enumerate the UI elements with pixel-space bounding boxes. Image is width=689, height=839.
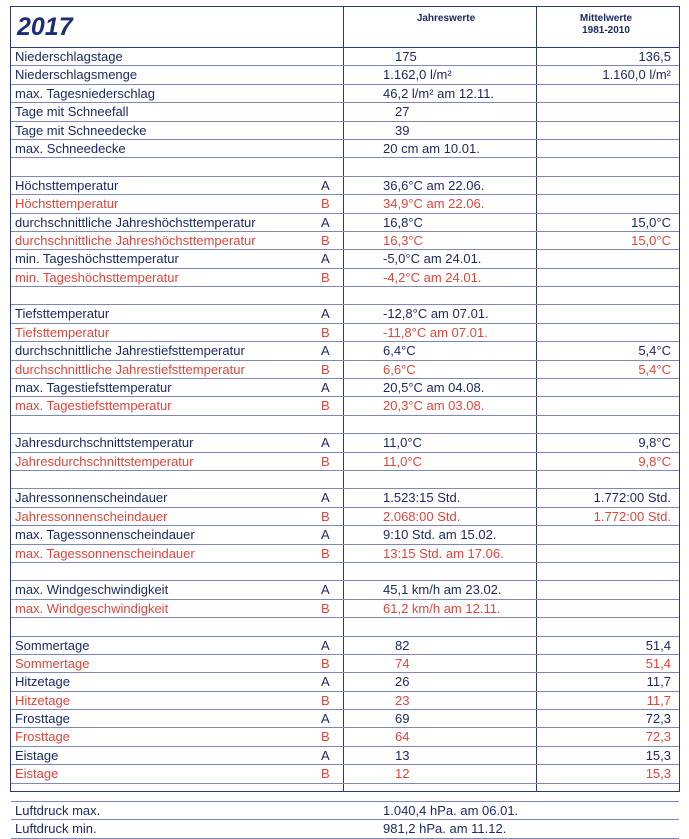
table-row (11, 379, 679, 397)
station-code: B (321, 269, 330, 285)
row-label: Luftdruck min. (15, 821, 97, 837)
yearly-value: 9:10 Std. am 15.02. (383, 527, 497, 543)
station-code: A (321, 380, 330, 396)
table-row-spacer (11, 416, 679, 434)
average-value: 15,3 (645, 766, 671, 782)
average-value: 72,3 (645, 711, 671, 727)
table-row-spacer (11, 784, 679, 802)
header-yearly-values: Jahreswerte (416, 13, 476, 24)
row-label: Höchsttemperatur (15, 177, 119, 193)
header-averages-period: 1981-2010 (582, 25, 630, 36)
row-label: max. Tagestiefsttemperatur (15, 380, 172, 396)
station-code: B (321, 692, 330, 708)
row-label: Hitzetage (15, 674, 70, 690)
row-label: Jahressonnenscheindauer (15, 508, 168, 524)
station-code: A (321, 674, 330, 690)
station-code: A (321, 711, 330, 727)
yearly-value: 20 cm am 10.01. (383, 140, 480, 156)
yearly-value: 45,1 km/h am 23.02. (383, 582, 502, 598)
row-label: max. Tagestiefsttemperatur (15, 398, 172, 414)
station-code: B (321, 545, 330, 561)
average-value: 15,0°C (631, 214, 671, 230)
row-label: Eistage (15, 747, 59, 763)
table-row-spacer (11, 563, 679, 581)
table-row (11, 140, 679, 158)
table-row (11, 692, 679, 710)
table-row (11, 765, 679, 783)
header-averages-title: Mittelwerte (579, 13, 633, 24)
station-code: B (321, 600, 330, 616)
yearly-value: -11,8°C am 07.01. (383, 324, 488, 340)
average-value: 5,4°C (638, 361, 671, 377)
row-label: max. Tagessonnenscheindauer (15, 527, 195, 543)
table-row (11, 103, 679, 121)
row-label: max. Schneedecke (15, 140, 126, 156)
table-row (11, 232, 679, 250)
row-label: max. Tagessonnenscheindauer (15, 545, 195, 561)
table-row (11, 581, 679, 599)
yearly-value: 69 (395, 711, 410, 727)
row-label: Sommertage (15, 637, 90, 653)
year-title: 2017 (17, 13, 73, 41)
table-row (11, 489, 679, 507)
station-code: A (321, 637, 330, 653)
table-row (11, 85, 679, 103)
yearly-value: 20,5°C am 04.08. (383, 380, 485, 396)
row-label: max. Tagesniederschlag (15, 85, 155, 101)
average-value: 1.772:00 Std. (593, 508, 671, 524)
station-code: B (321, 453, 330, 469)
yearly-value: -12,8°C am 07.01. (383, 306, 489, 322)
table-row (11, 747, 679, 765)
climate-table (10, 6, 680, 837)
table-row (11, 673, 679, 691)
table-row (11, 655, 679, 673)
yearly-value: 13 (395, 747, 410, 763)
average-value: 11,7 (646, 674, 671, 690)
row-label: Eistage (15, 766, 59, 782)
row-label: max. Windgeschwindigkeit (15, 582, 169, 598)
station-code: B (321, 655, 330, 671)
table-row (11, 508, 679, 526)
table-row (11, 342, 679, 360)
yearly-value: 16,8°C (383, 214, 423, 230)
table-row (11, 397, 679, 415)
table-row (11, 728, 679, 746)
row-label: Niederschlagstage (15, 49, 123, 64)
table-row (11, 453, 679, 471)
station-code: A (321, 214, 330, 230)
row-label: Jahresdurchschnittstemperatur (15, 453, 194, 469)
row-label: Tiefsttemperatur (15, 324, 110, 340)
yearly-value: 82 (395, 637, 410, 653)
average-value: 9,8°C (638, 435, 671, 451)
table-row (11, 434, 679, 452)
average-value: 72,3 (645, 729, 671, 745)
table-row (11, 545, 679, 563)
table-row (11, 361, 679, 379)
table-row (11, 710, 679, 728)
row-label: durchschnittliche Jahreshöchsttemperatur (15, 232, 256, 248)
table-row (11, 122, 679, 140)
yearly-value: -5,0°C am 24.01. (383, 251, 482, 267)
table-row (11, 305, 679, 323)
average-value: 9,8°C (638, 453, 671, 469)
yearly-value: 11,0°C (383, 453, 422, 469)
average-value: 51,4 (645, 637, 671, 653)
station-code: A (321, 490, 330, 506)
row-label: Jahresdurchschnittstemperatur (15, 435, 194, 451)
yearly-value: 27 (395, 104, 410, 120)
yearly-value: 6,6°C (383, 361, 416, 377)
table-row (11, 250, 679, 268)
row-label: Tage mit Schneefall (15, 104, 129, 120)
table-row (11, 324, 679, 342)
table-row (11, 526, 679, 544)
table-row-spacer (11, 471, 679, 489)
station-code: B (321, 196, 330, 212)
table-row (11, 820, 679, 838)
table-row (11, 195, 679, 213)
row-label: Jahressonnenscheindauer (15, 490, 168, 506)
station-code: A (321, 582, 330, 598)
station-code: A (321, 306, 330, 322)
station-code: A (321, 747, 330, 763)
station-code: B (321, 361, 330, 377)
average-value: 15,3 (645, 747, 671, 763)
yearly-value: 16,3°C (383, 232, 423, 248)
station-code: A (321, 435, 330, 451)
row-label: Sommertage (15, 655, 90, 671)
row-label: Niederschlagsmenge (15, 67, 138, 83)
yearly-value: 26 (395, 674, 410, 690)
yearly-value: 11,0°C (383, 435, 422, 451)
station-code: B (321, 508, 330, 524)
table-row (11, 177, 679, 195)
yearly-value: 46,2 l/m² am 12.11. (383, 85, 495, 101)
yearly-value: 23 (395, 692, 410, 708)
table-row (11, 269, 679, 287)
yearly-value: 61,2 km/h am 12.11. (383, 600, 501, 616)
yearly-value: 2.068:00 Std. (383, 508, 461, 524)
average-value: 5,4°C (638, 343, 671, 359)
row-label: Hitzetage (15, 692, 70, 708)
station-code: B (321, 324, 330, 340)
average-value: 11,7 (646, 692, 671, 708)
station-code: B (321, 729, 330, 745)
station-code: B (321, 766, 330, 782)
row-label: max. Windgeschwindigkeit (15, 600, 169, 616)
table-row (11, 802, 679, 820)
station-code: A (321, 177, 330, 193)
row-label: Frosttage (15, 729, 70, 745)
row-label: durchschnittliche Jahrestiefsttemperatur (15, 343, 245, 359)
yearly-value: 1.523:15 Std. (383, 490, 461, 506)
row-label: Höchsttemperatur (15, 196, 119, 212)
row-label: durchschnittliche Jahrestiefsttemperatur (15, 361, 245, 377)
row-label: min. Tageshöchsttemperatur (15, 269, 179, 285)
average-value: 15,0°C (631, 232, 671, 248)
table-row (11, 600, 679, 618)
header-averages (551, 13, 661, 37)
average-value: 136,5 (638, 49, 671, 64)
yearly-value: 981,2 hPa. am 11.12. (383, 821, 507, 837)
yearly-value: 175 (395, 49, 417, 64)
row-label: Luftdruck max. (15, 803, 101, 819)
yearly-value: 36,6°C am 22.06. (383, 177, 485, 193)
station-code: A (321, 251, 330, 267)
table-row (11, 48, 679, 66)
table-row-spacer (11, 158, 679, 176)
table-row-spacer (11, 618, 679, 636)
table-row-spacer (11, 287, 679, 305)
yearly-value: 1.162,0 l/m² (383, 67, 452, 83)
table-row (11, 66, 679, 84)
row-label: Tage mit Schneedecke (15, 122, 147, 138)
average-value: 1.772:00 Std. (593, 490, 671, 506)
station-code: A (321, 527, 330, 543)
table-row (11, 214, 679, 232)
station-code: B (321, 398, 330, 414)
table-body (11, 48, 679, 839)
yearly-value: 6,4°C (383, 343, 416, 359)
row-label: Frosttage (15, 711, 70, 727)
yearly-value: 74 (395, 655, 410, 671)
yearly-value: 13:15 Std. am 17.06. (383, 545, 504, 561)
average-value: 1.160,0 l/m² (602, 67, 671, 83)
yearly-value: 20,3°C am 03.08. (383, 398, 485, 414)
yearly-value: 34,9°C am 22.06. (383, 196, 485, 212)
yearly-value: -4,2°C am 24.01. (383, 269, 482, 285)
row-label: min. Tageshöchsttemperatur (15, 251, 179, 267)
station-code: B (321, 232, 330, 248)
yearly-value: 1.040,4 hPa. am 06.01. (383, 803, 519, 819)
row-label: Tiefsttemperatur (15, 306, 110, 322)
row-label: durchschnittliche Jahreshöchsttemperatur (15, 214, 256, 230)
table-row (11, 637, 679, 655)
yearly-value: 39 (395, 122, 410, 138)
yearly-value: 12 (395, 766, 410, 782)
yearly-value: 64 (395, 729, 410, 745)
average-value: 51,4 (645, 655, 671, 671)
station-code: A (321, 343, 330, 359)
